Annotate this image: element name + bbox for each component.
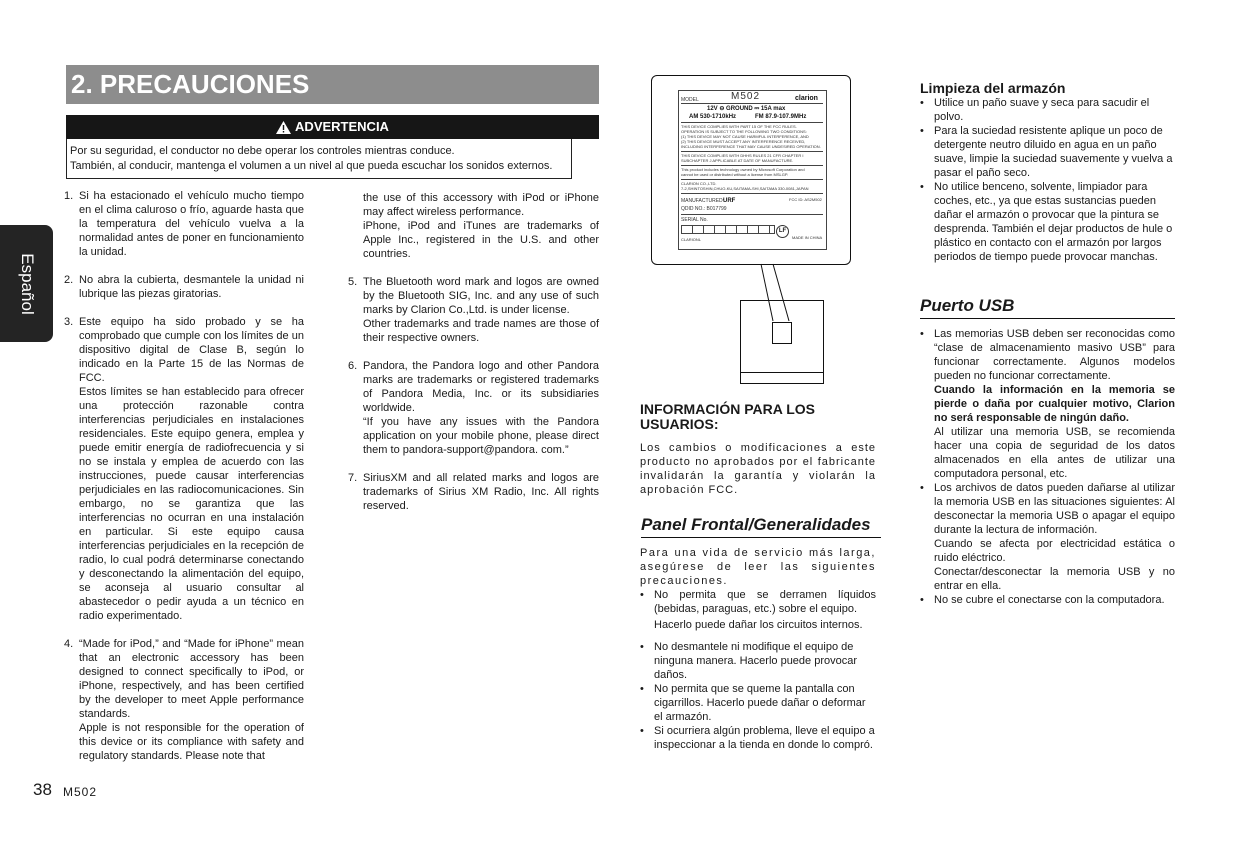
panel-heading: Panel Frontal/Generalidades <box>641 515 881 538</box>
footer-model: M502 <box>63 785 98 799</box>
list-item: • Los archivos de datos pueden dañarse al utilizar la memoria USB en las situaciones siguientes: Al desconectar la memoria USB o apagar el equipo durante la lectura de información. Cuando se afecta por electricidad estática o ruido eléctrico. Conectar/desconectar la memoria USB y no entrar en ella. <box>920 482 1175 592</box>
list-item: 6. Pandora, the Pandora logo and other Pandora marks are trademarks or registered trademarks of Pandora Media, Inc. or its subsidiaries worldwide. “If you have any issues with the Pandora application on your mobile phone, please direct them to pandora-support@pandora. com.” <box>348 360 599 456</box>
warning-header <box>66 115 599 139</box>
list-item-continued: the use of this accessory with iPod or iPhone may affect wireless performance. iPhone, iPod and iTunes are trademarks of Apple Inc., registered in the U.S. and other countries. <box>363 192 599 260</box>
cleaning-heading: Limpieza del armazón <box>920 80 1066 96</box>
warning-title: ADVERTENCIA <box>295 119 389 134</box>
list-item: 7. SiriusXM and all related marks and logos are trademarks of Sirius XM Radio, Inc. All rights reserved. <box>348 472 599 512</box>
label-position-marker <box>772 322 792 344</box>
head-unit-illustration <box>740 300 824 384</box>
product-label-illustration <box>651 75 851 265</box>
list-item: • Utilice un paño suave y seca para sacudir el polvo. <box>920 97 1150 123</box>
label-brand: clarion <box>795 95 818 102</box>
language-tab <box>0 225 53 342</box>
info-heading: INFORMACIÓN PARA LOS USUARIOS: <box>640 401 815 432</box>
panel-bullets <box>640 588 876 752</box>
warning-line-1: Por su seguridad, el conductor no debe operar los controles mientras conduce. <box>70 145 455 157</box>
usb-bullets <box>920 327 1175 607</box>
warning-body <box>66 139 572 179</box>
label-model: M502 <box>731 91 761 102</box>
list-item: 5. The Bluetooth word mark and logos are owned by the Bluetooth SIG, Inc. and any use of such marks by Clarion Co.,Ltd. is under license. Other trademarks and trade names are those of their respective owners. <box>348 276 599 344</box>
list-item: 1. Si ha estacionado el vehículo mucho tiempo en el clima caluroso o frío, aguarde hasta que la temperatura del vehículo vuelva a la normalidad antes de poner en funcionamiento la unidad. <box>64 190 304 258</box>
product-label: MODEL M502 clarion 12V ⊖ GROUND ⎓ 15A max AM 530-1710kHz FM 87.9-107.9MHz THIS DEVICE COMPLIES WITH PART 15 OF THE FCC RULES. OPERATION IS SUBJECT TO THE FOLLOWING TWO CONDITIONS: (1) THIS DEVICE MAY NOT CAUSE HARMFUL INTERFERENCE, AND (2) THIS DEVICE MUST ACCEPT ANY INTERFERENCE RECEIVED, INCLUDING INTERFERENCE THAT MAY CAUSE UNDESIRED OPERATION. THIS DEVICE COMPLIES WITH DHHS RULES 21 CFR CHAPTER I SUBCHAPTER J APPLICABLE AT DATE OF MANUFACTURE. This product includes technology owned by Microsoft Corporation and cannot be used or distributed without a license from MSLGP. CLARION CO.,LTD. 7-2,SHINTOSHIN,CHUO-KU,SAITAMA-SHI,SAITAMA 330-0081,JAPAN MANUFACTURED: URF FCC ID: AS2M502 QDID NO.: B017799 SERIAL No. CLARIONL LF MADE IN CHINA <box>678 90 827 250</box>
list-item: • No permita que se derramen líquidos (bebidas, paraguas, etc.) sobre el equipo. Hacerlo puede dañar los circuitos internos. <box>640 589 876 631</box>
usb-heading: Puerto USB <box>920 296 1175 319</box>
page-number: 38 <box>33 780 52 799</box>
language-tab-label: Español <box>17 252 37 315</box>
list-item: • No permita que se queme la pantalla con cigarrillos. Hacerlo puede dañar o deformar el armazón. <box>640 683 866 723</box>
cleaning-bullets <box>920 96 1175 264</box>
list-item: 2. No abra la cubierta, desmantele la unidad ni lubrique las piezas giratorias. <box>64 274 304 300</box>
list-item: • No se cubre el conectarse con la computadora. <box>920 594 1165 606</box>
list-item: • Si ocurriera algún problema, lleve el equipo a inspeccionar a la tienda en donde lo compró. <box>640 725 875 751</box>
precautions-list-col1 <box>64 189 304 763</box>
warning-line-2: También, al conducir, mantenga el volumen a un nivel al que pueda escuchar los sonidos externos. <box>70 160 553 172</box>
list-item: 4. “Made for iPod,” and “Made for iPhone” mean that an electronic accessory has been designed to connect specifically to iPod, or iPhone, respectively, and has been certified by the developer to meet Apple performance standards. Apple is not responsible for the operation of this device or its compliance with safety and regulatory standards. Please note that <box>64 638 304 762</box>
warning-icon <box>276 121 291 134</box>
list-item: • No utilice benceno, solvente, limpiador para coches, etc., ya que estas sustancias pueden dañar el armazón o provocar que la pintura se desprenda. También el dejar productos de hule o plástico en contacto con el armazón por largos periodos de tiempo puede provocar manchas. <box>920 181 1173 263</box>
certification-mark-icon: LF <box>776 225 789 238</box>
panel-intro: Para una vida de servicio más larga, asegúrese de leer las siguientes precauciones. <box>640 547 876 587</box>
list-item: • Para la suciedad resistente aplique un poco de detergente neutro diluido en agua en un paño suave, limpie la suciedad suavemente y vuelva a pasar el paño seco. <box>920 125 1173 179</box>
precautions-list-col2 <box>348 191 599 513</box>
barcode <box>681 225 775 234</box>
list-item: 3. Este equipo ha sido probado y se ha comprobado que cumple con los límites de un dispositivo digital de Clase B, según lo indicado en la Parte 15 de las Normas de FCC. Estos límites se han establecido para ofrecer una protección razonable contra interferencias perjudiciales en instalaciones residenciales. Este equipo genera, emplea y puede emitir energía de radiofrecuencia y si no se instala y emplea de acuerdo con las instrucciones, puede causar interferencias perjudiciales en las radiocomunicaciones. Sin embargo, no se garantiza que las interferencias no ocurran en una instalación en particular. Si este equipo causa interferencias perjudiciales en la recepción de radio, lo cual podrá determinarse conectando y desconectando la alimentación del equipo, se aconseja al usuario consultar al abastecedor o pedir ayuda a un técnico en radio experimentado. <box>64 316 304 622</box>
info-text: Los cambios o modificaciones a este producto no aprobados por el fabricante invalidarán la garantía y violarán la aprobación FCC. <box>640 442 876 496</box>
list-item: • No desmantele ni modifique el equipo de ninguna manera. Hacerlo puede provocar daños. <box>640 641 858 681</box>
page-title: 2. PRECAUCIONES <box>66 65 599 104</box>
list-item: • Las memorias USB deben ser reconocidas como “clase de almacenamiento masivo USB” para funcionar correctamente. Algunos modelos pueden no funcionar correctamente. Cuando la información en la memoria se pierde o daña por cualquier motivo, Clarion no será responsable de ningún daño. Al utilizar una memoria USB, se recomienda hacer una copia de seguridad de los datos almacenados en ella antes de utilizar una computadora personal, etc. <box>920 328 1175 480</box>
